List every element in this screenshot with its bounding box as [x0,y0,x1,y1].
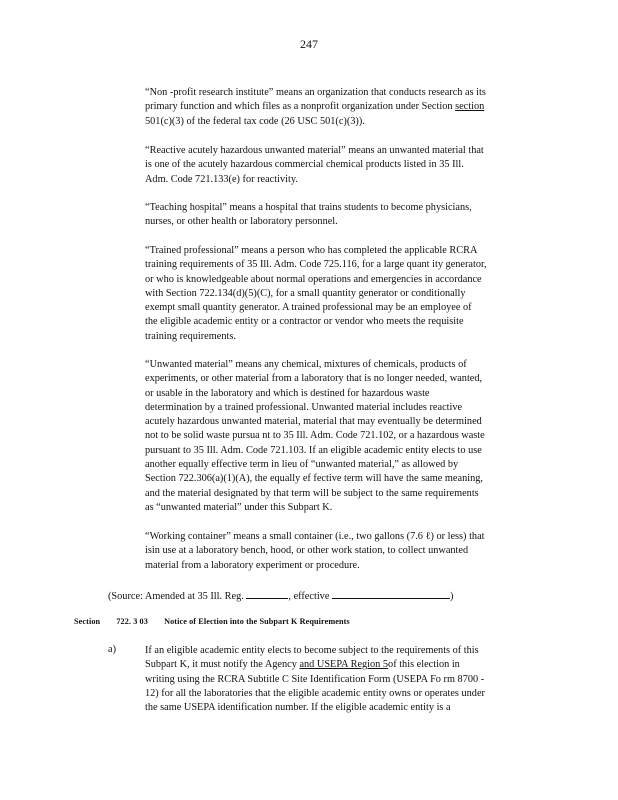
definition-line: “Trained professional” means a person who has completed the applicable RCRA [145,245,478,256]
definition-line: pursuant to 35 Ill. Adm. Code 721.103. If an eligible academic entity elects to use [145,444,482,456]
effective-date-blank [332,588,450,599]
definition-line: “Reactive acutely hazardous unwanted material” means an unwanted material that [145,145,484,156]
definition-reactive-acutely-hazardous [145,144,545,187]
paragraph-line: writing using the RCRA Subtitle C Site Identification Form (USEPA Fo rm 8700 - [145,673,485,685]
definition-line [145,100,545,114]
source-effective: , effective [288,591,330,602]
definition-line: 501(c)(3) of the federal tax code (26 USC 501(c)(3)). [145,115,365,127]
paragraph-line: 12) for all the laboratories that the eligible academic entity owns or operates under [145,687,485,699]
section-label: Section [74,617,101,626]
definition-line: and the material designated by that term will be subject to the same requirements [145,487,479,499]
definition-line: acutely hazardous unwanted material, material that may eventually be determined [145,416,482,428]
definition-line: as “unwanted material” under this Subpart K. [145,501,333,513]
section-title: Notice of Election into the Subpart K Requirements [164,617,350,626]
definition-line: “Teaching hospital” means a hospital that trains students to become physicians, [145,202,472,213]
definition-line: Section 722.306(a)(1)(A), the equally ef fective term will have the same meaning, [145,473,483,485]
definition-line: determination by a trained professional. Unwanted material includes reactive [145,401,463,413]
definition-line: training requirements. [145,330,236,342]
paragraph-line: the same USEPA identification number. If the eligible academic entity is a [145,702,451,714]
definition-working-container [145,530,545,573]
definition-line: nurses, or other health or laboratory personnel. [145,216,338,228]
source-note [108,588,453,602]
page-number: 247 [300,37,318,51]
definition-line: another equally effective term in lieu of “unwanted material,” as allowed by [145,459,459,471]
definition-non-profit-research-institute [145,86,545,129]
definition-line: “Non -profit research institute” means an organization that conducts research as its [145,87,486,98]
paragraph-text: of this election in [388,659,460,671]
underlined-insertion: and USEPA Region 5 [299,659,389,671]
underlined-insertion: section [455,101,485,113]
definition-line: experiments, or other material from a laboratory that is no longer needed, wanted, [145,373,483,385]
definition-line: is one of the acutely hazardous commercial chemical products listed in 35 Ill. [145,159,464,171]
source-prefix: (Source: Amended at 35 Ill. Reg. [108,591,244,602]
section-number: 722. 3 03 [116,617,148,626]
definition-line: material from a laboratory experiment or procedure. [145,559,360,571]
definition-line: or who is knowledgeable about normal operations and emergencies in accordance [145,273,482,285]
definition-line: “Working container” means a small container (i.e., two gallons (7.6 ℓ) or less) that [145,531,485,542]
definition-line: isin use at a laboratory bench, hood, or other work station, to collect unwanted [145,545,469,557]
register-blank [246,588,288,599]
paragraph-line: If an eligible academic entity elects to become subject to the requirements of this [145,645,479,656]
definition-line: with Section 722.134(d)(5)(C), for a small quantity generator or conditionally [145,287,466,299]
paragraph-text: Subpart K, it must notify the Agency [145,659,300,671]
definition-line: the eligible academic entity or a contractor or vendor who meets the requisite [145,316,464,328]
paragraph-a [145,644,545,715]
definition-line: training requirements of 35 Ill. Adm. Code 725.116, for a large quant ity generator, [145,259,487,271]
definition-text: primary function and which files as a nonprofit organization under Section [145,101,456,113]
section-heading [74,617,364,626]
source-suffix: ) [449,591,454,602]
definition-line: not to be solid waste pursua nt to 35 Ill. Adm. Code 721.102, or a hazardous waste [145,430,485,442]
definition-line: Adm. Code 721.133(e) for reactivity. [145,173,298,185]
definition-line: “Unwanted material” means any chemical, mixtures of chemicals, products of [145,359,467,370]
paragraph-line [145,658,545,672]
definition-line: or usable in the laboratory and which is destined for hazardous waste [145,387,430,399]
definition-teaching-hospital [145,201,545,230]
definition-trained-professional [145,244,545,344]
paragraph-label: a) [108,644,116,655]
definition-line: exempt small quantity generator. A trained professional may be an employee of [145,302,472,314]
definition-unwanted-material [145,358,545,515]
